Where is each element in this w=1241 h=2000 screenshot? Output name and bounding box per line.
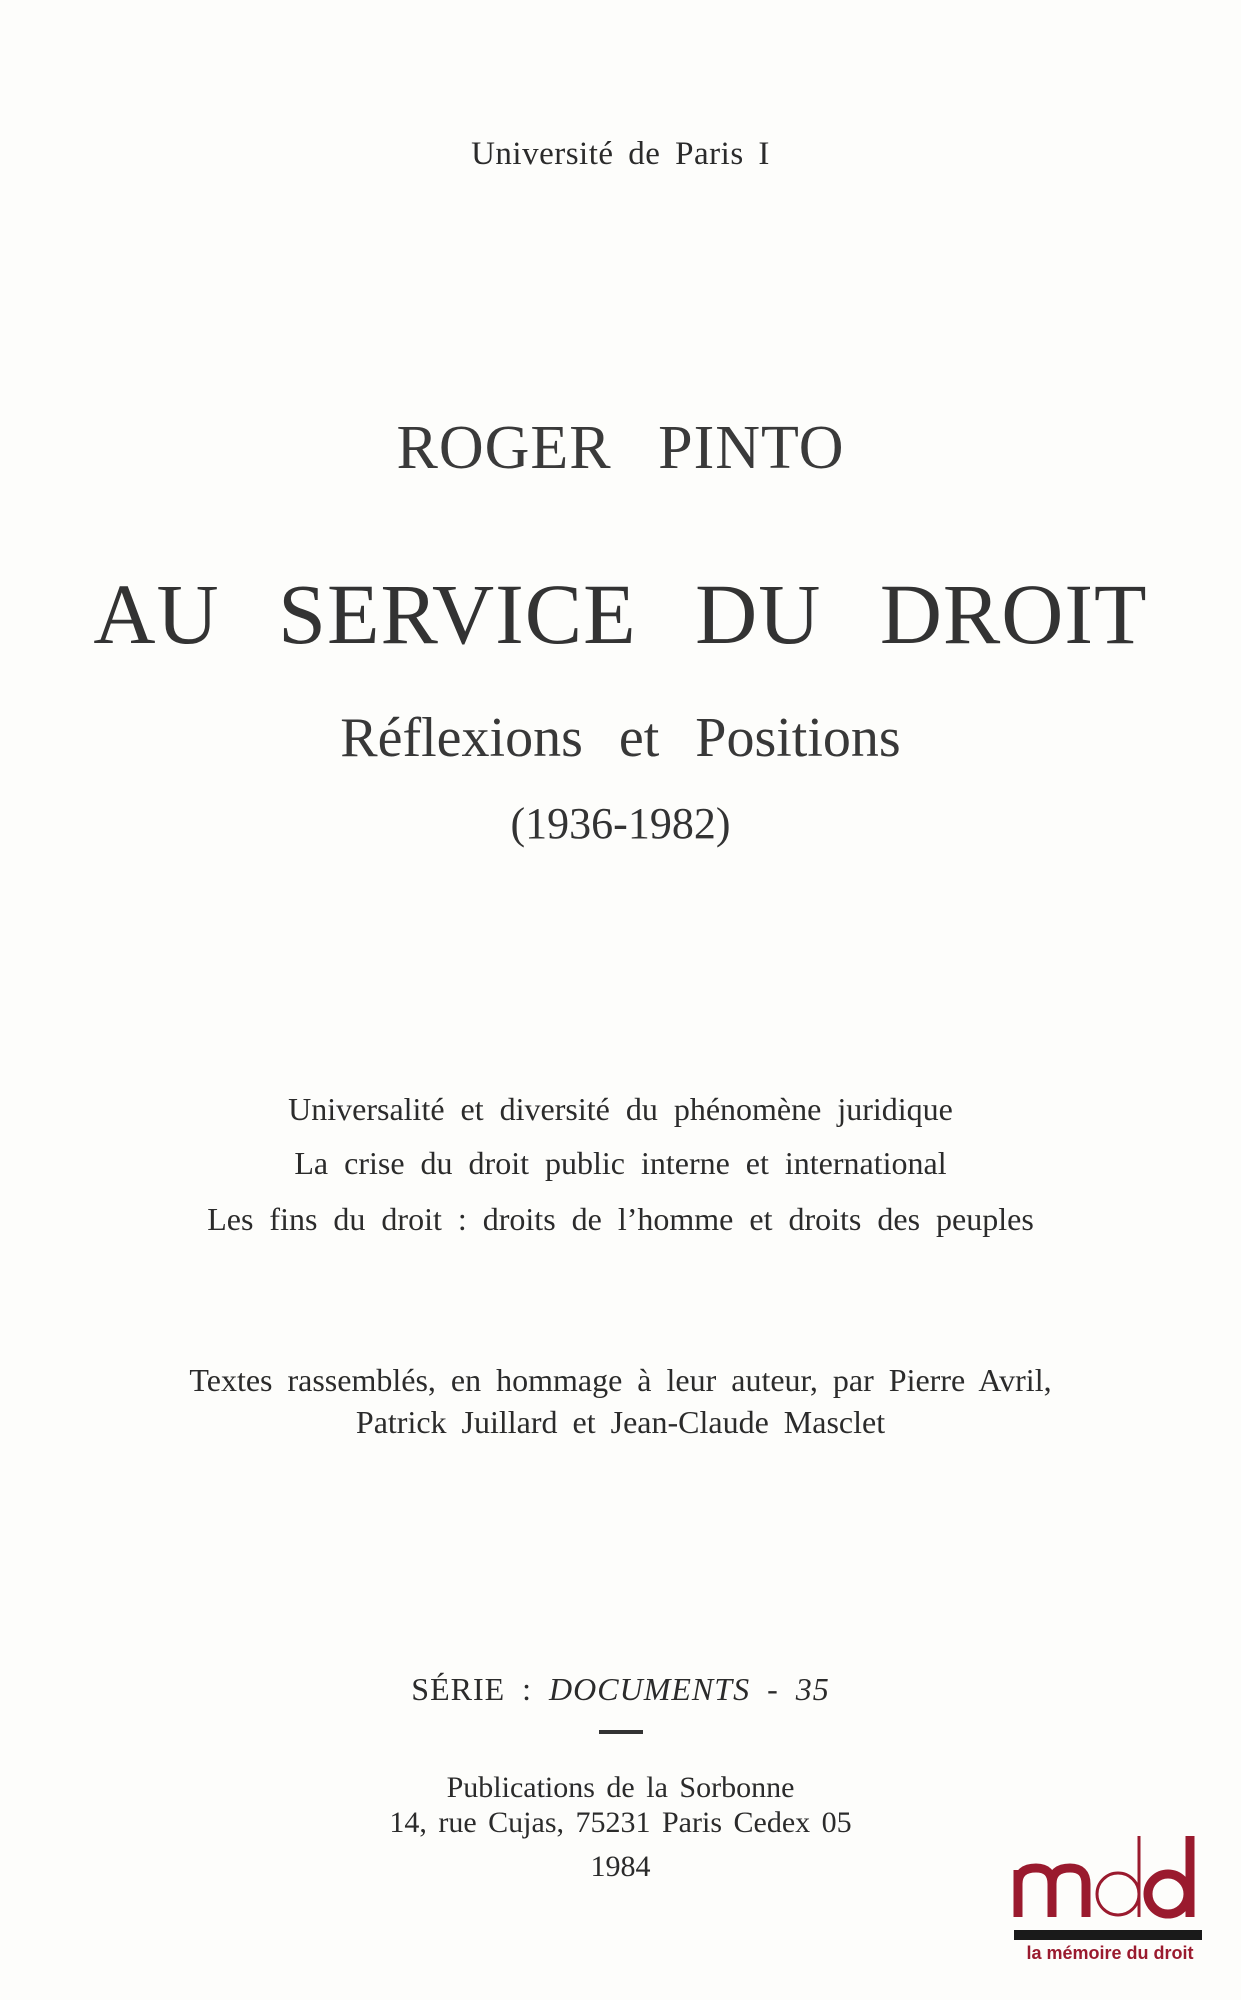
publication-year: 1984 <box>590 1850 651 1883</box>
series-prefix: SÉRIE : <box>411 1671 533 1707</box>
credits-line: Patrick Juillard et Jean-Claude Masclet <box>355 1404 886 1440</box>
topic-line: Universalité et diversité du phénomène juridique <box>288 1091 953 1127</box>
topic-line: La crise du droit public interne et international <box>294 1145 947 1181</box>
topic-line: Les fins du droit : droits de l’homme et droits des peuples <box>207 1201 1034 1237</box>
credits-line: Textes rassemblés, en hommage à leur auteur, par Pierre Avril, <box>189 1362 1052 1398</box>
series-number: 35 <box>795 1671 830 1707</box>
series-info <box>0 1671 1241 1708</box>
book-subtitle: Réflexions et Positions <box>340 707 901 769</box>
author-name: ROGER PINTO <box>396 414 845 482</box>
university-name: Université de Paris I <box>471 136 770 172</box>
series-separator: - <box>767 1671 779 1707</box>
series-name: DOCUMENTS <box>549 1671 751 1707</box>
book-title: AU SERVICE DU DROIT <box>93 566 1148 662</box>
logo-tagline: la mémoire du droit <box>1026 1943 1194 1963</box>
publisher-name: Publications de la Sorbonne <box>446 1771 795 1804</box>
divider <box>599 1730 643 1734</box>
book-years: (1936-1982) <box>510 799 731 848</box>
publisher-address: 14, rue Cujas, 75231 Paris Cedex 05 <box>389 1806 852 1839</box>
